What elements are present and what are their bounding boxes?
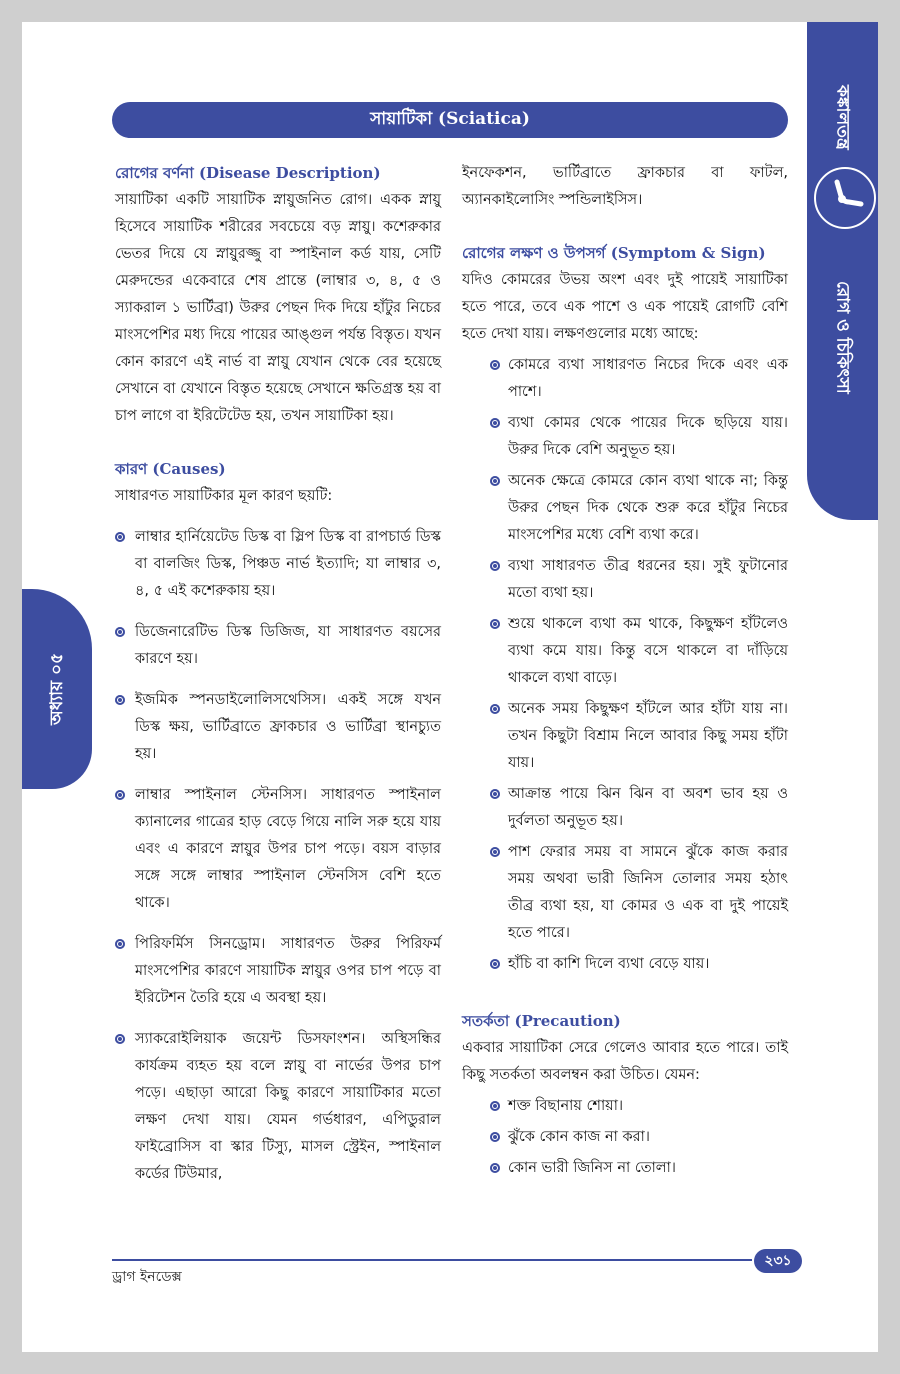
description-heading: রোগের বর্ণনা (Disease Description)	[115, 164, 381, 182]
bullet-icon	[490, 619, 500, 629]
bullet-icon	[490, 1101, 500, 1111]
page	[22, 22, 878, 1352]
bullet-icon	[115, 790, 125, 800]
symptom-item: কোমরে ব্যথা সাধারণত নিচের দিকে এবং এক পাশে।	[490, 352, 788, 406]
precaution-item: শক্ত বিছানায় শোয়া।	[490, 1093, 788, 1120]
bullet-icon	[490, 1163, 500, 1173]
side-tab-bottom-text: রোগ ও চিকিৎসা	[832, 280, 853, 394]
symptom-item: পাশ ফেরার সময় বা সামনে ঝুঁকে কাজ করার সময় অথবা ভারী জিনিস তোলার সময় হঠাৎ তীব্র ব্যথা হয়, যা কোমর ও এক বা দুই পায়েই হতে পারে।	[490, 839, 788, 947]
right-column	[462, 160, 788, 1186]
bullet-icon	[490, 1132, 500, 1142]
causes-intro: সাধারণত সায়াটিকার মূল কারণ ছয়টি:	[115, 488, 333, 504]
cause-item: লাম্বার হার্নিয়েটেড ডিস্ক বা স্লিপ ডিস্ক বা রাপচার্ড ডিস্ক বা বালজিং ডিস্ক, পিঞ্চড নার্ভ ইত্যাদি; যা লাম্বার ৩, ৪, ৫ এই কশেরুকায় হয়।	[115, 524, 441, 605]
cause-item: পিরিফর্মিস সিনড্রোম। সাধারণত উরুর পিরিফর্ম মাংসপেশির কারণে সায়াটিক স্নায়ুর ওপর চাপ পড়ে বা ইরিটেশন তৈরি হয়ে এ অবস্থা হয়।	[115, 931, 441, 1012]
cause-item: ডিজেনারেটিভ ডিস্ক ডিজিজ, যা সাধারণত বয়সের কারণে হয়।	[115, 619, 441, 673]
footer-book-title: ড্রাগ ইনডেক্স	[112, 1269, 182, 1285]
continuation-text: ইনফেকশন, ভার্টিব্রাতে ফ্রাকচার বা ফাটল, অ্যানকাইলোসিং স্পন্ডিলাইসিস।	[462, 165, 788, 208]
description-text: সায়াটিকা একটি সায়াটিক স্নায়ুজনিত রোগ। একক স্নায়ু হিসেবে সায়াটিক শরীরের সবচেয়ে বড় স্নায়ু। কশেরুকার ভেতর দিয়ে যে স্নায়ুরজ্জু বা স্পাইনাল কর্ড যায়, সেটি মেরুদন্ডের একেবারে শেষ প্রান্তে (লাম্বার ৩, ৪, ৫ ও স্যাকরাল ১ ভার্টিব্রা) উরুর পেছন দিক দিয়ে হাঁটুর নিচের মাংসপেশির মধ্য দিয়ে পায়ের আঙ্গুল পর্যন্ত বিস্তৃত। যখন কোন কারণে এই নার্ভ বা স্নায়ু যেখান থেকে বের হয়েছে সেখানে বা যেখানে বিস্তৃত হয়েছে সেখানে ক্ষতিগ্রস্ত হয় বা চাপ লাগে বা ইরিটেটেড হয়, তখন সায়াটিকা হয়।	[115, 192, 441, 424]
chapter-side-tab	[807, 22, 878, 520]
symptom-item: অনেক ক্ষেত্রে কোমরে কোন ব্যথা থাকে না; কিন্তু উরুর পেছন দিক থেকে শুরু করে হাঁটুর নিচের মাংসপেশির মধ্যে বেশি ব্যথা করে।	[490, 468, 788, 549]
bullet-icon	[115, 939, 125, 949]
bullet-icon	[490, 561, 500, 571]
page-title: সায়াটিকা (Sciatica)	[112, 102, 788, 138]
bullet-icon	[115, 532, 125, 542]
chapter-tab	[22, 589, 92, 789]
symptom-item: আক্রান্ত পায়ে ঝিন ঝিন বা অবশ ভাব হয় ও দুর্বলতা অনুভূত হয়।	[490, 781, 788, 835]
precaution-item: কোন ভারী জিনিস না তোলা।	[490, 1155, 788, 1182]
symptom-intro: যদিও কোমরের উভয় অংশ এবং দুই পায়েই সায়াটিকা হতে পারে, তবে এক পাশে ও এক পায়েই রোগটি বেশি হতে দেখা যায়। লক্ষণগুলোর মধ্যে আছে:	[462, 272, 788, 342]
symptom-item: হাঁচি বা কাশি দিলে ব্যথা বেড়ে যায়।	[490, 951, 788, 978]
precaution-intro: একবার সায়াটিকা সেরে গেলেও আবার হতে পারে। তাই কিছু সতর্কতা অবলম্বন করা উচিত। যেমন:	[462, 1040, 788, 1083]
bullet-icon	[490, 704, 500, 714]
bullet-icon	[490, 476, 500, 486]
knee-joint-icon	[814, 167, 876, 229]
chapter-label: অধ্যায় ০৫	[47, 652, 67, 726]
bullet-icon	[490, 959, 500, 969]
bullet-icon	[490, 847, 500, 857]
side-tab-top-text: কঙ্কালতন্ত্র	[832, 84, 853, 150]
left-column	[115, 160, 441, 1202]
symptom-item: ব্যথা কোমর থেকে পায়ের দিকে ছড়িয়ে যায়। উরুর দিকে বেশি অনুভূত হয়।	[490, 410, 788, 464]
bullet-icon	[115, 1034, 125, 1044]
precaution-heading: সতর্কতা (Precaution)	[462, 1012, 621, 1030]
symptom-item: অনেক সময় কিছুক্ষণ হাঁটলে আর হাঁটা যায় না। তখন কিছুটা বিশ্রাম নিলে আবার কিছু সময় হাঁটা যায়।	[490, 696, 788, 777]
precaution-item: ঝুঁকে কোন কাজ না করা।	[490, 1124, 788, 1151]
bullet-icon	[490, 789, 500, 799]
bullet-icon	[490, 360, 500, 370]
page-number: ২৩১	[754, 1249, 802, 1273]
bullet-icon	[490, 418, 500, 428]
cause-item: স্যাকরোইলিয়াক জয়েন্ট ডিসফাংশন। অস্থিসন্ধির কার্যক্রম ব্যহত হয় বলে স্নায়ু বা নার্ভের উপর চাপ পড়ে। এছাড়া আরো কিছু কারণে সায়াটিকার মতো লক্ষণ দেখা যায়। যেমন গর্ভধারণ, এপিডুরাল ফাইব্রোসিস বা স্কার টিস্যু, মাসল স্ট্রেইন, স্পাইনাল কর্ডের টিউমার,	[115, 1026, 441, 1188]
footer-divider	[112, 1259, 752, 1261]
causes-heading: কারণ (Causes)	[115, 460, 226, 478]
bullet-icon	[115, 695, 125, 705]
symptom-item: শুয়ে থাকলে ব্যথা কম থাকে, কিছুক্ষণ হাঁটলেও ব্যথা কমে যায়। কিন্তু বসে থাকলে বা দাঁড়িয়ে থাকলে ব্যথা বাড়ে।	[490, 611, 788, 692]
symptom-heading: রোগের লক্ষণ ও উপসর্গ (Symptom & Sign)	[462, 244, 766, 262]
cause-item: ইজমিক স্পনডাইলোলিসথেসিস। একই সঙ্গে যখন ডিস্ক ক্ষয়, ভার্টিব্রাতে ফ্রাকচার ও ভার্টিব্রা স্থানচ্যুত হয়।	[115, 687, 441, 768]
bullet-icon	[115, 627, 125, 637]
cause-item: লাম্বার স্পাইনাল স্টেনসিস। সাধারণত স্পাইনাল ক্যানালের গাত্রের হাড় বেড়ে গিয়ে নালি সরু হয়ে যায় এবং এ কারণে স্নায়ুর উপর চাপ পড়ে। বয়স বাড়ার সঙ্গে সঙ্গে লাম্বার স্পাইনাল স্টেনসিস বেশি হতে থাকে।	[115, 782, 441, 917]
symptom-item: ব্যথা সাধারণত তীব্র ধরনের হয়। সুই ফুটানোর মতো ব্যথা হয়।	[490, 553, 788, 607]
